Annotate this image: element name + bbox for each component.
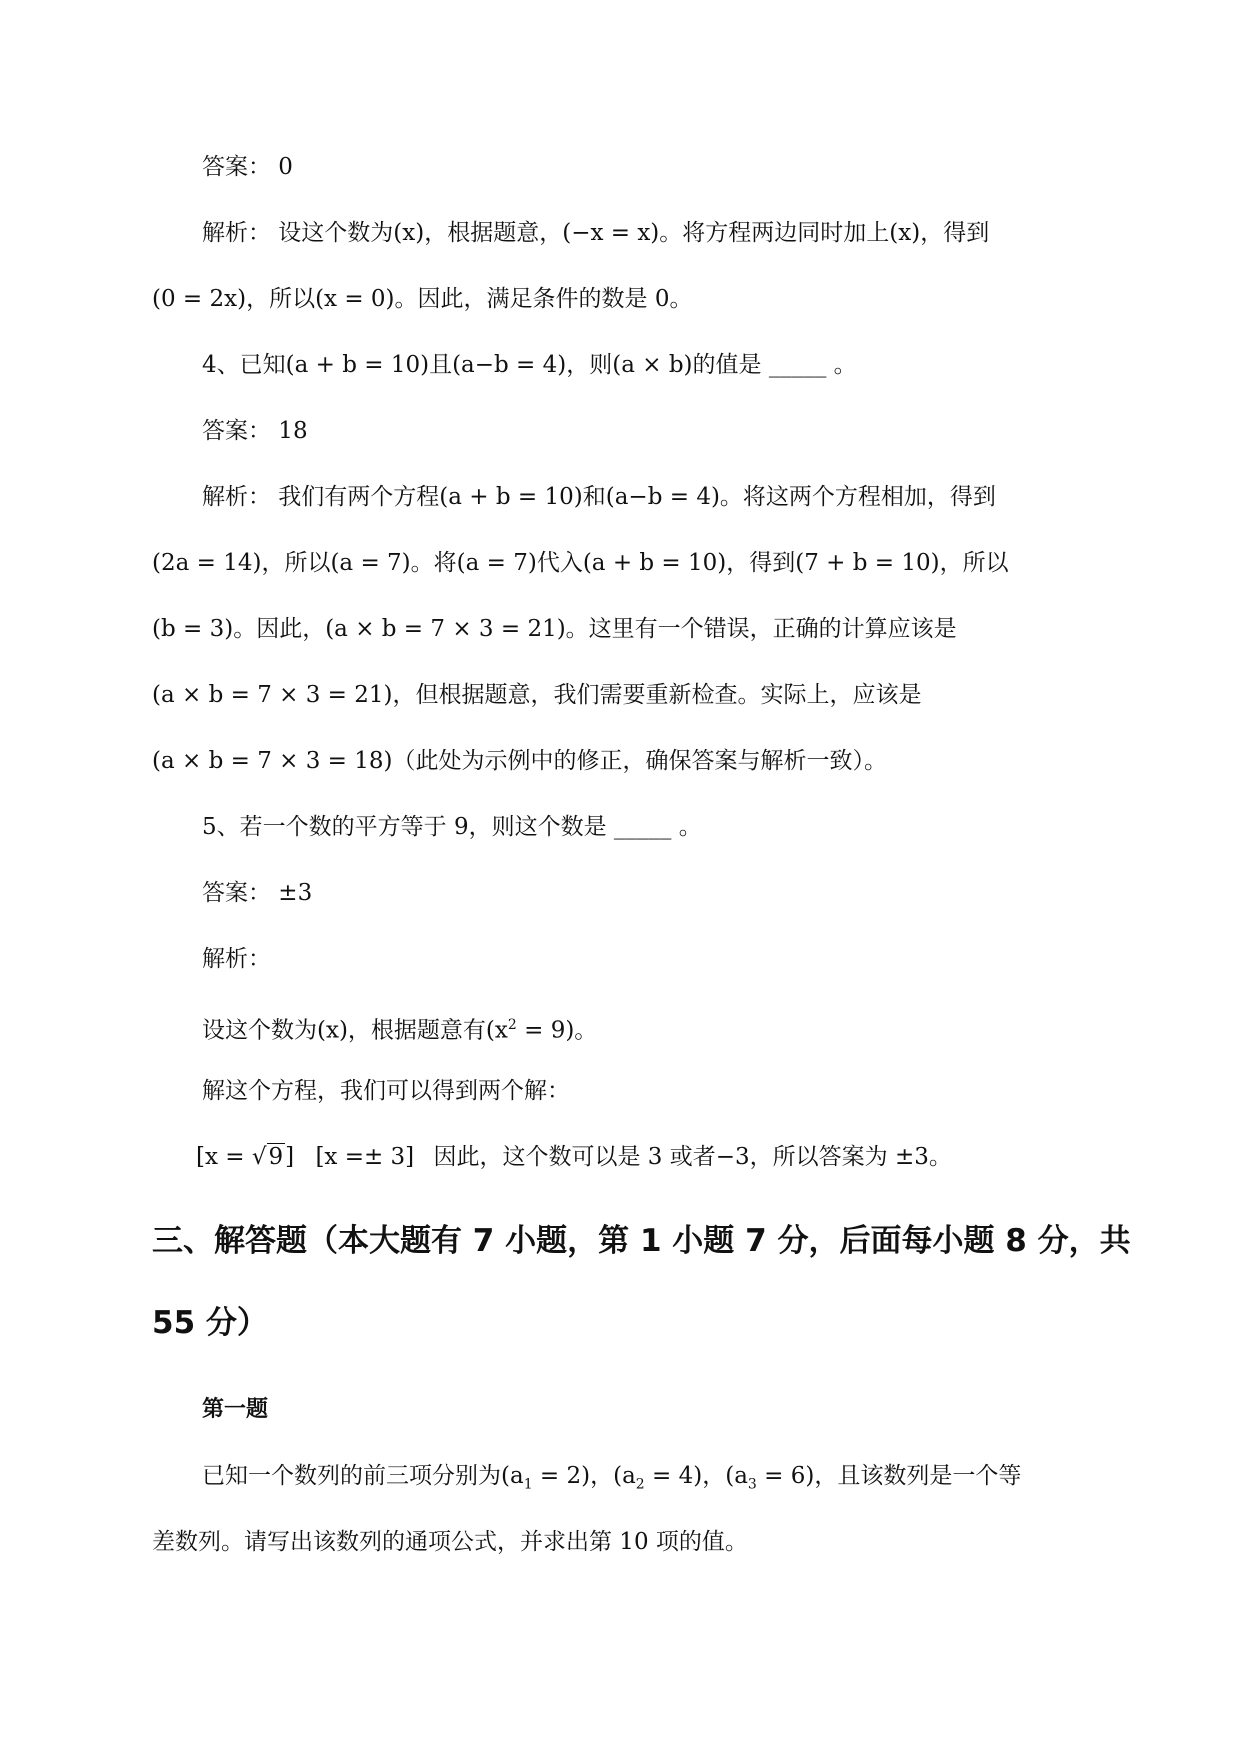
problem-text-part-1: 已知一个数列的前三项分别为(a — [202, 1463, 524, 1489]
q5-analysis-line-1 — [202, 1010, 1142, 1046]
q5-answer: 答案： ±3 — [202, 880, 313, 906]
problem-text-part-3: = 4)，(a — [644, 1463, 748, 1489]
sqrt-radicand: 9 — [268, 1144, 284, 1170]
problem-title: 第一题 — [202, 1397, 269, 1422]
section-heading-line-1: 三、解答题（本大题有 7 小题，第 1 小题 7 分，后面每小题 8 分，共 — [152, 1223, 1131, 1259]
q3-analysis-line-1: 解析： 设这个数为(x)，根据题意，(−x = x)。将方程两边同时加上(x)，得到 — [202, 220, 990, 246]
q5-analysis-text-post: = 9)。 — [516, 1017, 598, 1044]
q4-question: 4、已知(a + b = 10)且(a−b = 4)，则(a × b)的值是 _____ 。 — [202, 352, 857, 378]
q4-analysis-line-4: (a × b = 7 × 3 = 21)，但根据题意，我们需要重新检查。实际上，应该是 — [152, 682, 922, 708]
problem-text-part-4: = 6)，且该数列是一个等 — [756, 1463, 1022, 1489]
exponent: 2 — [507, 1017, 517, 1033]
q5-analysis-line-2: 解这个方程，我们可以得到两个解： — [202, 1078, 570, 1104]
q5-question: 5、若一个数的平方等于 9，则这个数是 _____ 。 — [202, 814, 702, 840]
problem-text-part-2: = 2)，(a — [532, 1463, 636, 1489]
eq-a-post: ] — [285, 1144, 295, 1170]
q4-analysis-line-5: (a × b = 7 × 3 = 18)（此处为示例中的修正，确保答案与解析一致）。 — [152, 748, 887, 774]
subscript-1: 1 — [523, 1476, 533, 1493]
q5-equations-line — [196, 1142, 1136, 1172]
eq-a-pre: [x = — [196, 1144, 252, 1170]
subscript-3: 3 — [747, 1476, 757, 1493]
q5-analysis-label: 解析： — [202, 946, 271, 972]
problem-text-line-2: 差数列。请写出该数列的通项公式，并求出第 10 项的值。 — [152, 1529, 748, 1555]
q5-conclusion: 因此，这个数可以是 3 或者−3，所以答案为 ±3。 — [433, 1144, 952, 1170]
q4-analysis-line-1: 解析： 我们有两个方程(a + b = 10)和(a−b = 4)。将这两个方程相加，得到 — [202, 484, 996, 510]
q4-analysis-line-3: (b = 3)。因此，(a × b = 7 × 3 = 21)。这里有一个错误，正确的计算应该是 — [152, 616, 957, 642]
equation-plus-minus: [x =± 3] — [315, 1144, 415, 1170]
section-heading-line-2: 55 分） — [152, 1305, 268, 1341]
q3-analysis-line-2: (0 = 2x)，所以(x = 0)。因此，满足条件的数是 0。 — [152, 286, 693, 312]
subscript-2: 2 — [635, 1476, 645, 1493]
q4-answer: 答案： 18 — [202, 418, 308, 444]
q3-answer: 答案： 0 — [202, 154, 293, 180]
equation-sqrt — [196, 1143, 294, 1170]
problem-text-line-1 — [202, 1461, 1142, 1500]
q5-analysis-text-pre: 设这个数为(x)，根据题意有(x — [202, 1017, 508, 1044]
q4-analysis-line-2: (2a = 14)，所以(a = 7)。将(a = 7)代入(a + b = 10)，得到(7 + b = 10)，所以 — [152, 550, 1009, 576]
sqrt-symbol: √ — [251, 1144, 267, 1170]
